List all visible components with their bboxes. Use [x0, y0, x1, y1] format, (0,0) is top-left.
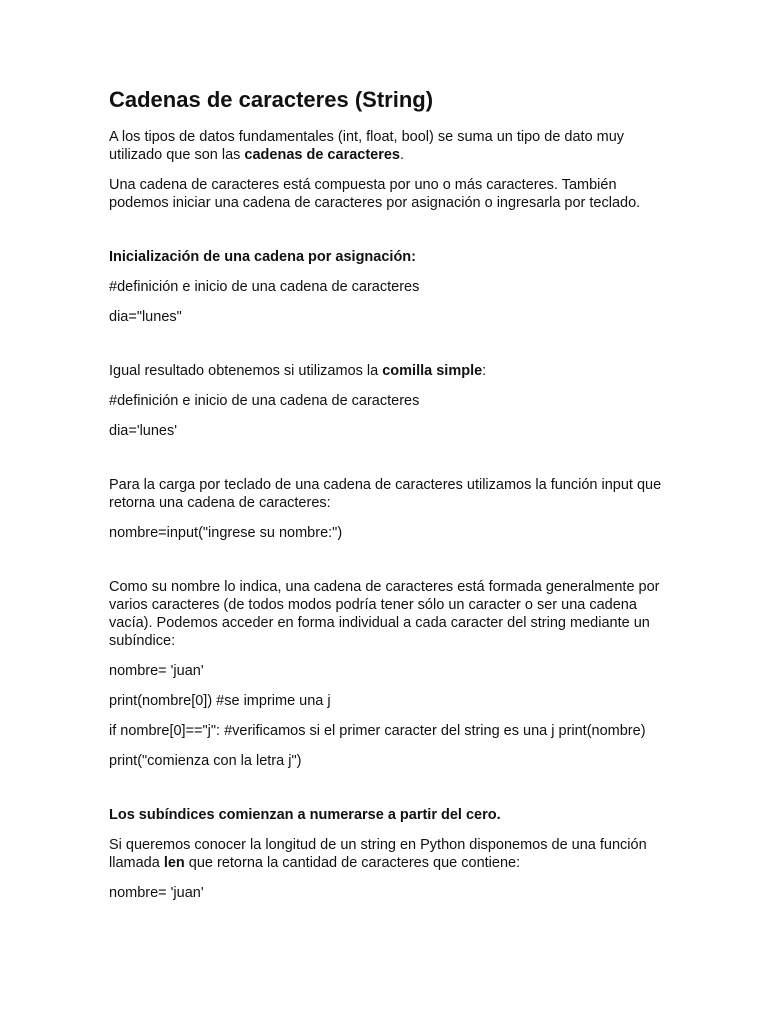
- len-bold: len: [163, 855, 185, 871]
- index-paragraph: Como su nombre lo indica, una cadena de caracteres está formada generalmente por varios caracteres (de todos modos podría tener sólo un caracter o ser una cadena vacía). Podemos acceder en forma individual a cada caracter del string mediante un subíndice:: [109, 579, 660, 649]
- single-quote-code: dia='lunes': [109, 423, 178, 439]
- input-paragraph: Para la carga por teclado de una cadena de caracteres utilizamos la función input que retorna una cadena de caracteres:: [109, 477, 662, 511]
- single-quote-text-end: :: [482, 363, 487, 379]
- assignment-code: dia="lunes": [109, 309, 182, 325]
- len-text: Si queremos conocer la longitud de un string en Python disponemos de una función llamada: [109, 837, 647, 871]
- index-code-3: if nombre[0]=="j": #verificamos si el primer caracter del string es una j print(nombre): [109, 723, 646, 739]
- intro-bold-term: cadenas de caracteres: [244, 147, 400, 163]
- single-quote-paragraph: [109, 362, 669, 380]
- len-paragraph: [109, 836, 669, 872]
- single-quote-bold: comilla simple: [382, 363, 483, 379]
- index-code-2: print(nombre[0]) #se imprime una j: [109, 693, 331, 709]
- index-code-4: print("comienza con la letra j"): [109, 753, 302, 769]
- index-code-1: nombre= 'juan': [109, 663, 204, 679]
- input-code: nombre=input("ingrese su nombre:"): [109, 525, 343, 541]
- composition-paragraph: Una cadena de caracteres está compuesta por uno o más caracteres. También podemos iniciar una cadena de caracteres por asignación o ingresarla por teclado.: [109, 177, 641, 211]
- single-quote-text: Igual resultado obtenemos si utilizamos la: [109, 363, 383, 379]
- len-text-end: que retorna la cantidad de caracteres que contiene:: [184, 855, 521, 871]
- page-title: Cadenas de caracteres (String): [109, 87, 434, 112]
- intro-text-end: .: [400, 147, 405, 163]
- assignment-heading: Inicialización de una cadena por asignación:: [109, 249, 416, 265]
- intro-text: A los tipos de datos fundamentales (int, float, bool) se suma un tipo de dato muy utilizado que son las: [109, 129, 625, 163]
- intro-paragraph: [109, 128, 669, 164]
- single-quote-comment: #definición e inicio de una cadena de caracteres: [109, 393, 420, 409]
- assignment-comment: #definición e inicio de una cadena de caracteres: [109, 279, 420, 295]
- len-code: nombre= 'juan': [109, 885, 204, 901]
- document-page: [109, 80, 669, 914]
- zero-index-heading: Los subíndices comienzan a numerarse a partir del cero.: [109, 807, 501, 823]
